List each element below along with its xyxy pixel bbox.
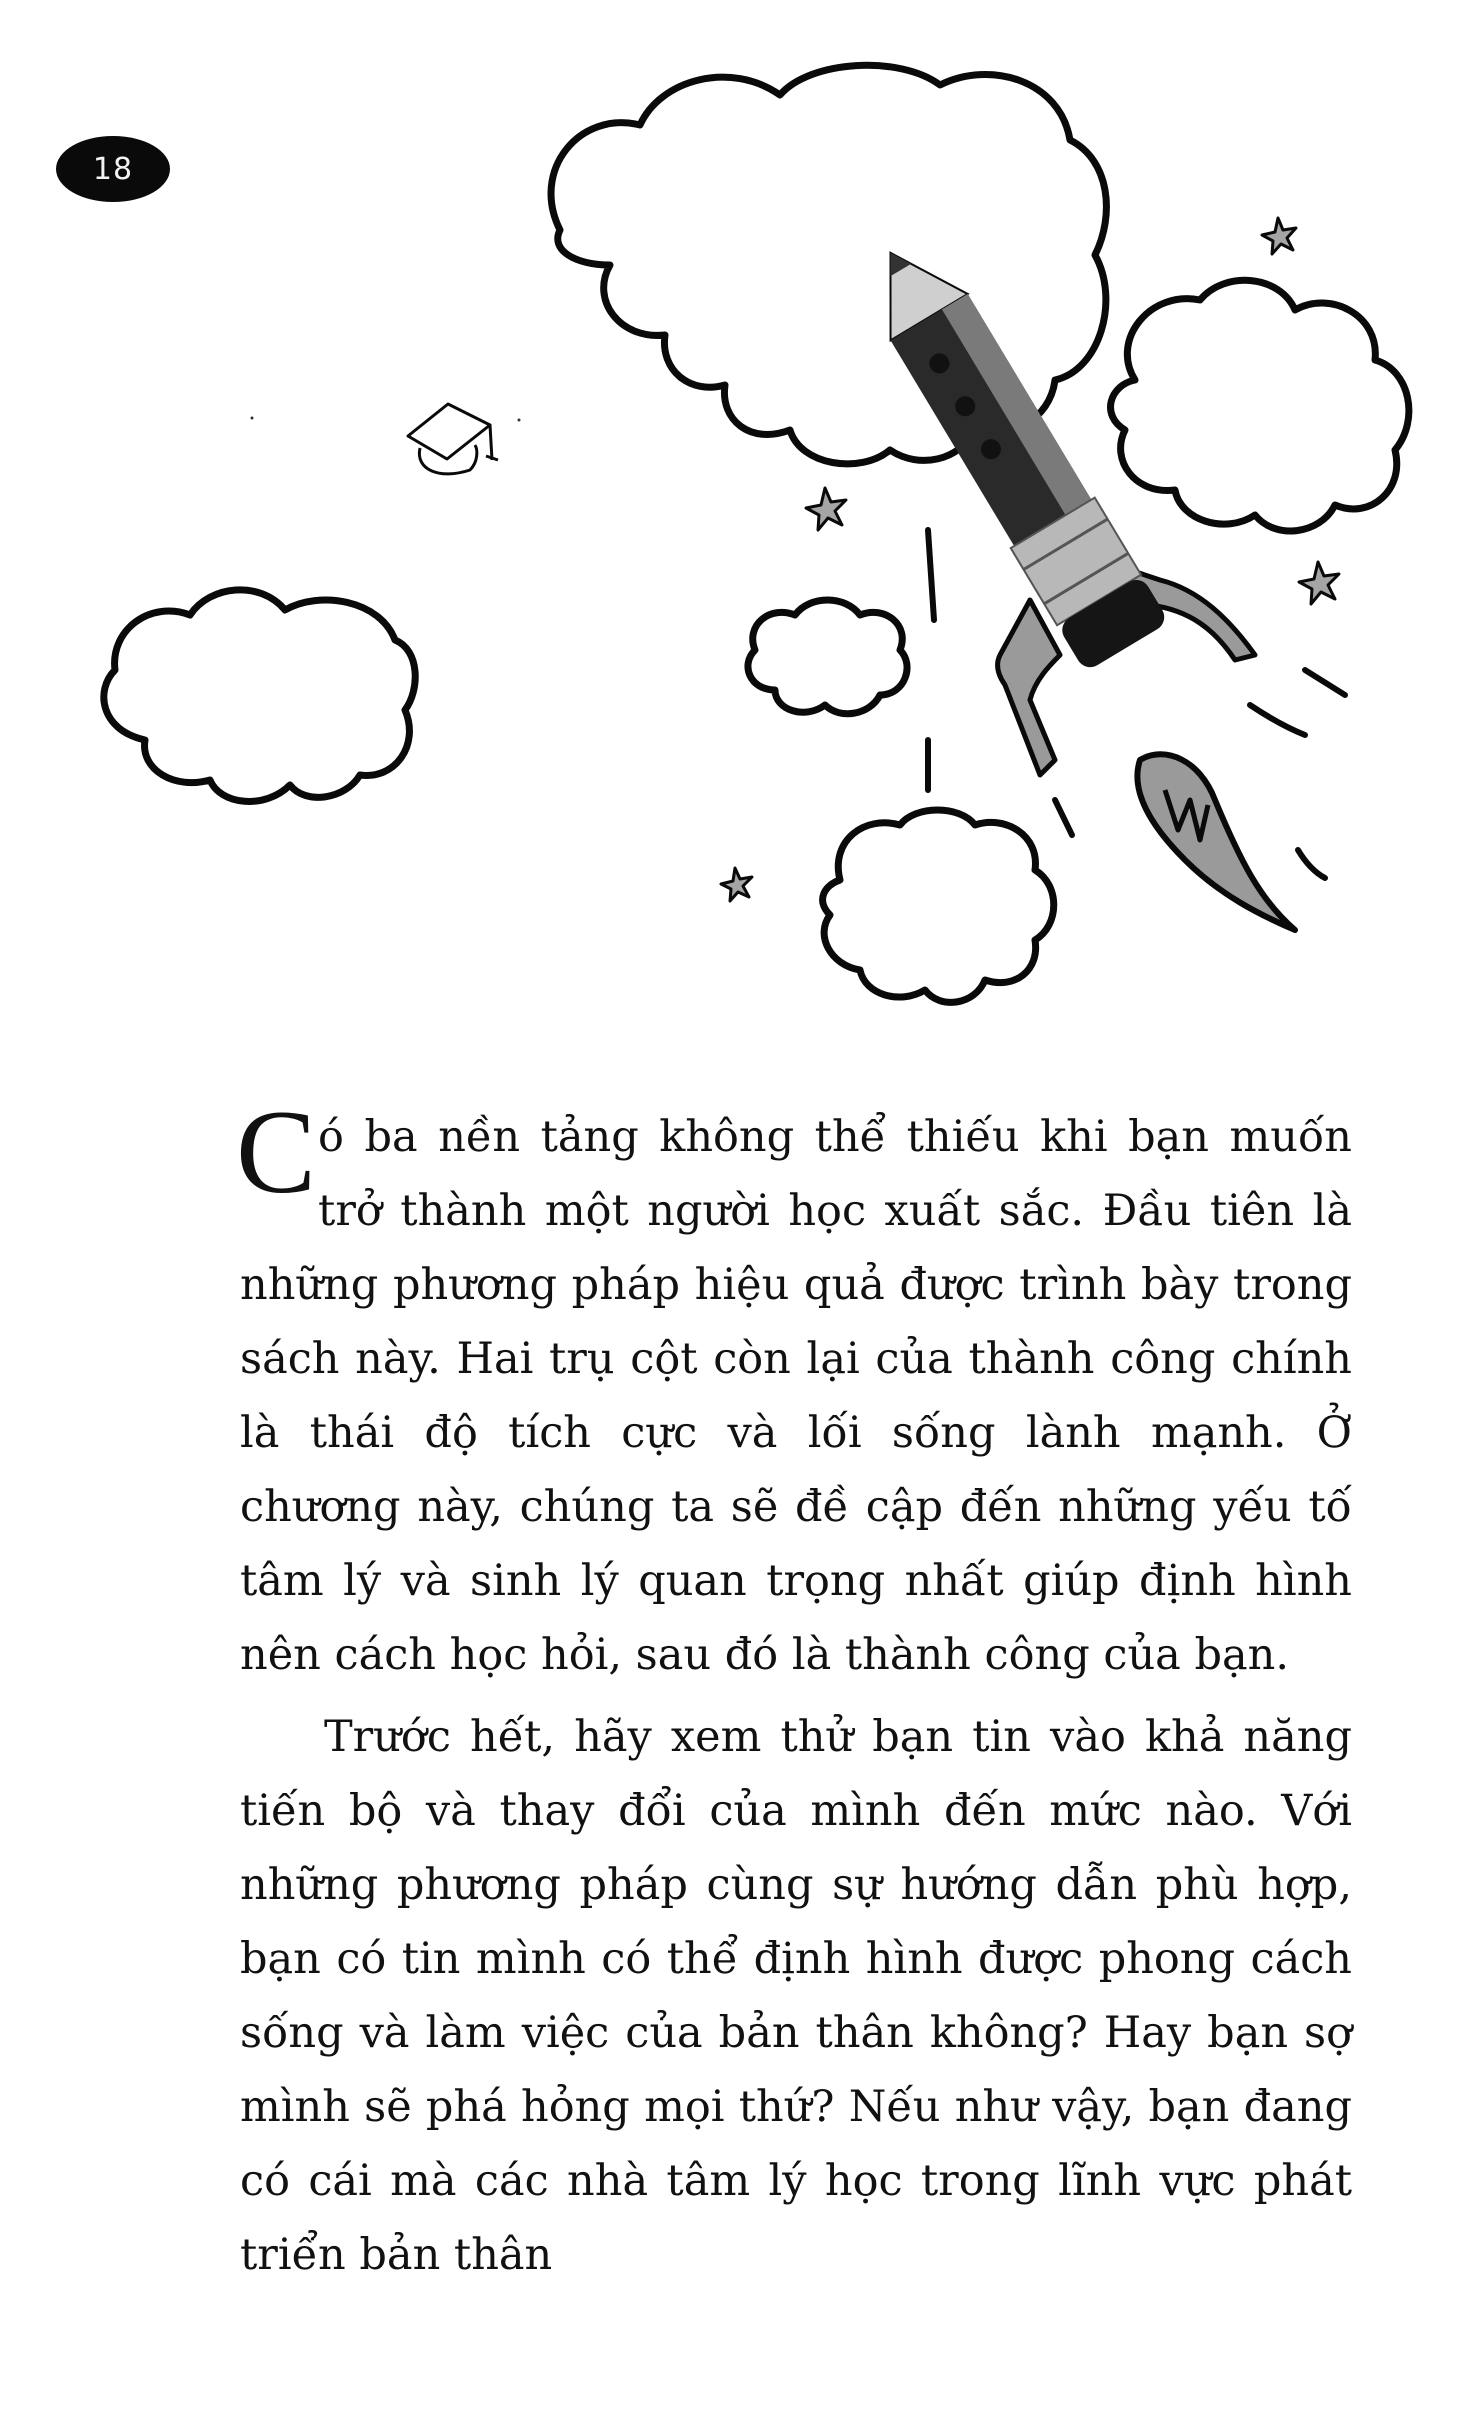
paragraph-1 (236, 1085, 1352, 1692)
graduation-cap-icon (408, 404, 498, 474)
cloud-icon (823, 810, 1054, 1002)
rocket-flame (1137, 754, 1295, 930)
star-icon (806, 488, 846, 530)
paragraph-2: Trước hết, hãy xem thử bạn tin vào khả năng tiến bộ và thay đổi của mình đến mức nào. Với những phương pháp cùng sự hướng dẫn phù hợp, bạn có tin mình có thể định hình được phong cách sống và làm việc của bản thân không? Hay bạn sợ mình sẽ phá hỏng mọi thứ? Nếu như vậy, bạn đang có cái mà các nhà tâm lý học trong lĩnh vực phát triển bản thân (240, 1712, 1352, 2280)
cloud-icon (104, 590, 415, 802)
body-text (236, 1085, 1352, 2292)
rocket-pencil-illustration (0, 0, 1460, 1030)
page-number: 18 (92, 151, 134, 187)
rocket-fin (998, 600, 1060, 775)
star-icon (1299, 562, 1339, 604)
star-icon (1262, 218, 1296, 254)
paragraph-1-text: ó ba nền tảng không thể thiếu khi bạn muốn trở thành một người học xuất sắc. Đầu tiên là những phương pháp hiệu quả được trình bày trong sách này. Hai trụ cột còn lại của thành công chính là thái độ tích cực và lối sống lành mạnh. Ở chương này, chúng ta sẽ đề cập đến những yếu tố tâm lý và sinh lý quan trọng nhất giúp định hình nên cách học hỏi, sau đó là thành công của bạn. (240, 1112, 1352, 1680)
drop-cap: C (236, 1085, 317, 1218)
star-icon (721, 868, 752, 901)
cloud-icon (1111, 280, 1409, 531)
cloud-icon (748, 600, 907, 714)
